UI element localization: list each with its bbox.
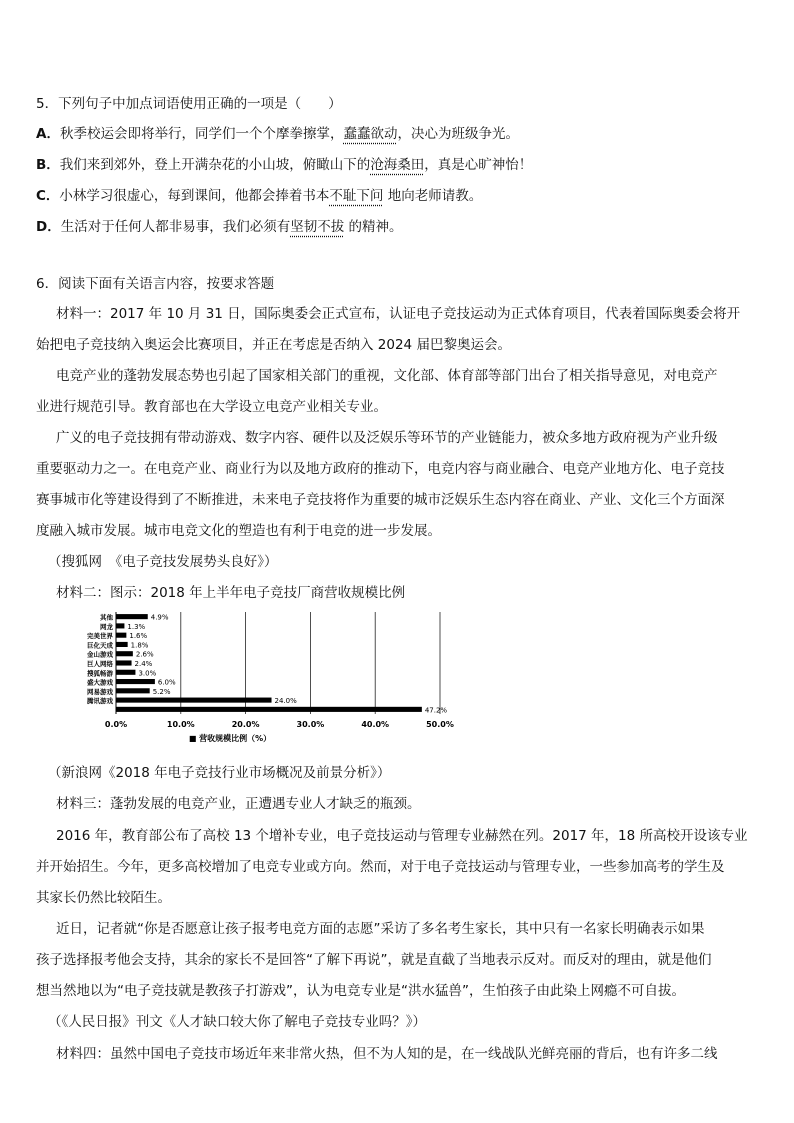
data-label: 24.0%	[274, 697, 297, 706]
q5-option-a[interactable]: A．秋季校运会即将举行，同学们一个个摩拳擦掌，蠢蠢欲动，决心为班级争光。	[36, 126, 519, 142]
source-citation: （《人民日报》刊文《人才缺口较大你了解电子竞技专业吗？》）	[48, 1014, 426, 1030]
data-label: 2.4%	[134, 660, 153, 668]
category-label: 巨化天成	[87, 641, 113, 650]
option-letter: B．	[36, 157, 60, 173]
q5-option-d[interactable]: D．生活对于任何人都非易事，我们必须有坚韧不拔 的精神。	[36, 219, 403, 235]
category-label: 腾讯游戏	[87, 697, 113, 706]
material-2-title: 材料二：图示：2018 年上半年电子竞技厂商营收规模比例	[56, 585, 406, 601]
dotted-phrase: 不耻下问	[329, 188, 384, 204]
category-label: 搜狐畅游	[87, 669, 113, 678]
source-citation: （搜狐网 《电子竞技发展势头良好》）	[48, 554, 278, 570]
category-label: 其他	[100, 613, 113, 622]
category-label: 金山游戏	[87, 650, 113, 659]
category-label: 网易游戏	[87, 687, 113, 696]
x-tick-label: 50.0%	[426, 720, 454, 729]
bar	[116, 651, 133, 656]
bar	[116, 670, 135, 675]
bar	[116, 642, 128, 647]
data-label: 1.6%	[129, 632, 148, 641]
data-label: 4.9%	[150, 613, 169, 622]
bar-chart-svg	[80, 608, 454, 748]
material-1-line: 赛事城市化等建设得到了不断推进，未来电子竞技将作为重要的城市泛娱乐生态内容在商业、产业、文化三个方面深	[36, 492, 725, 508]
material-4-line: 材料四：虽然中国电子竞技市场近年来非常火热，但不为人知的是，在一线战队光鲜亮丽的背后，也有许多二线	[56, 1046, 718, 1062]
x-tick-label: 0.0%	[104, 720, 128, 729]
bar	[116, 688, 150, 693]
material-3-line: 近日，记者就“你是否愿意让孩子报考电竞方面的志愿”采访了多名考生家长，其中只有一名家长明确表示如果	[56, 921, 705, 937]
material-3-line: 并开始招生。今年，更多高校增加了电竞专业或方向。然而，对于电子竞技运动与管理专业，一些参加高考的学生及	[36, 859, 725, 875]
option-letter: C．	[36, 188, 60, 204]
material-1-line: 度融入城市发展。城市电竞文化的塑造也有利于电竞的进一步发展。	[36, 523, 441, 539]
bar	[116, 660, 132, 665]
x-axis-label: ■ 营收规模比例（%）	[188, 734, 272, 743]
q5-option-c[interactable]: C．小林学习很虚心，每到课间，他都会捧着书本不耻下问 地向老师请教。	[36, 188, 483, 204]
bar	[116, 633, 126, 638]
data-label: 1.3%	[127, 622, 146, 631]
bar-chart	[80, 608, 454, 748]
dotted-phrase: 坚韧不拔	[290, 219, 345, 235]
q6-stem: 6．阅读下面有关语言内容，按要求答题	[36, 276, 275, 292]
data-label: 6.0%	[157, 678, 176, 687]
material-3-line: 孩子选择报考他会支持，其余的家长不是回答“了解下再说”，就是直截了当地表示反对。而反对的理由，就是他们	[36, 952, 712, 968]
material-1-line: 广义的电子竞技拥有带动游戏、数字内容、硬件以及泛娱乐等环节的产业链能力，被众多地方政府视为产业升级	[56, 430, 718, 446]
bar	[116, 614, 148, 619]
dotted-phrase: 蠢蠢欲动	[343, 126, 398, 142]
source-citation: （新浪网《2018 年电子竞技行业市场概况及前景分析》）	[48, 765, 391, 781]
material-1-line: 电竞产业的蓬勃发展态势也引起了国家相关部门的重视，文化部、体育部等部门出台了相关指导意见，对电竞产	[56, 368, 718, 384]
bar	[116, 707, 422, 712]
option-letter: A．	[36, 126, 60, 142]
data-label: 5.2%	[152, 687, 171, 696]
data-label: 47.2%	[424, 706, 448, 715]
q5-option-b[interactable]: B．我们来到郊外，登上开满杂花的小山坡，俯瞰山下的沧海桑田，真是心旷神怡！	[36, 157, 533, 173]
data-label: 3.0%	[138, 669, 157, 678]
dotted-phrase: 沧海桑田	[370, 157, 425, 173]
x-tick-label: 40.0%	[361, 720, 390, 729]
x-tick-label: 30.0%	[296, 720, 325, 729]
bar	[116, 679, 155, 684]
x-tick-label: 20.0%	[231, 720, 260, 729]
material-1-line: 业进行规范引导。教育部也在大学设立电竞产业相关专业。	[36, 399, 387, 415]
category-label: 巨人网络	[87, 660, 113, 668]
material-3-line: 其家长仍然比较陌生。	[36, 890, 171, 906]
material-3-line: 2016 年，教育部公布了高校 13 个增补专业，电子竞技运动与管理专业赫然在列。2017 年，18 所高校开设该专业	[56, 828, 748, 844]
data-label: 1.8%	[130, 641, 149, 650]
data-label: 2.6%	[135, 650, 154, 659]
q5-stem: 5．下列句子中加点词语使用正确的一项是（ ）	[36, 96, 342, 112]
material-3-line: 材料三：蓬勃发展的电竞产业，正遭遇专业人才缺乏的瓶颈。	[56, 796, 421, 812]
option-letter: D．	[36, 219, 61, 235]
x-tick-label: 10.0%	[166, 720, 195, 729]
material-1-line: 始把电子竞技纳入奥运会比赛项目，并正在考虑是否纳入 2024 届巴黎奥运会。	[36, 337, 511, 353]
category-label: 网龙	[100, 622, 113, 631]
category-label: 完美世界	[87, 632, 113, 641]
category-label: 盛大游戏	[87, 678, 113, 687]
bar	[116, 698, 272, 703]
material-1-line: 重要驱动力之一。在电竞产业、商业行为以及地方政府的推动下，电竞内容与商业融合、电竞产业地方化、电子竞技	[36, 461, 725, 477]
bar	[116, 623, 124, 628]
material-3-line: 想当然地以为“电子竞技就是教孩子打游戏”，认为电竞专业是“洪水猛兽”，生怕孩子由此染上网瘾不可自拔。	[36, 983, 685, 999]
material-1-line: 材料一：2017 年 10 月 31 日，国际奥委会正式宣布，认证电子竞技运动为正式体育项目，代表着国际奥委会将开	[56, 306, 741, 322]
